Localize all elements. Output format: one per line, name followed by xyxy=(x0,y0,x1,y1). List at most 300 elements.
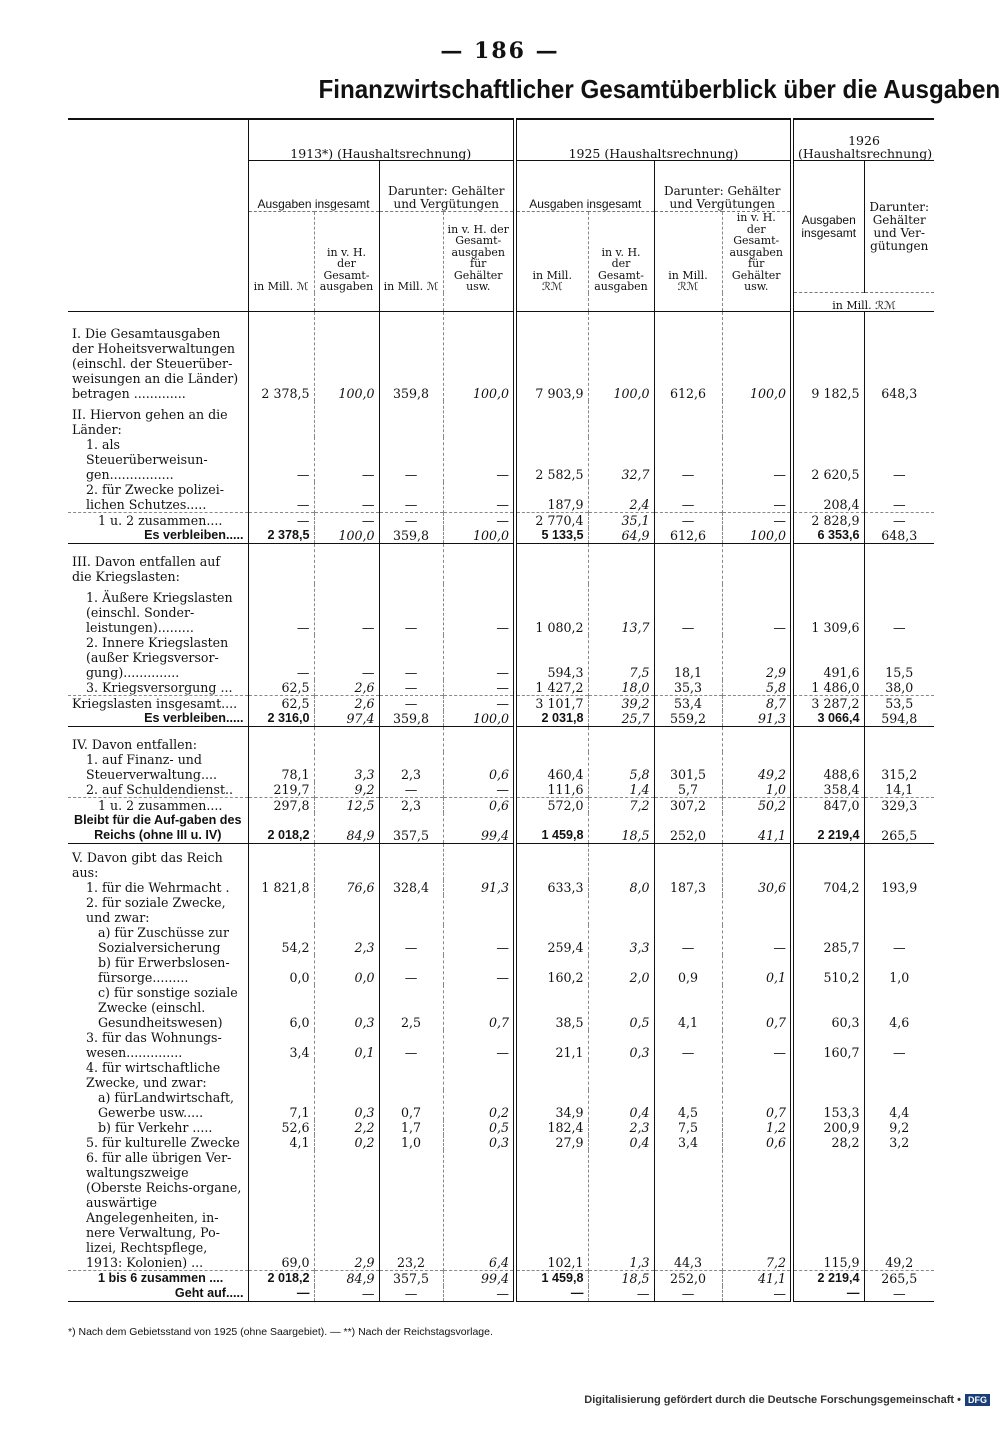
cell-col-8: 2,9 xyxy=(722,635,792,680)
cell-col-6: 64,9 xyxy=(588,528,654,544)
row-label: 4. für wirtschaftliche Zwecke, und zwar: xyxy=(86,1060,221,1090)
cell-col-7: — xyxy=(654,437,722,482)
cell-col-10: 53,5 xyxy=(864,696,934,712)
cell-col-6: 13,7 xyxy=(588,584,654,635)
table-row xyxy=(68,544,934,585)
cell-col-7 xyxy=(654,844,722,881)
cell-col-3: 0,7 xyxy=(379,1090,443,1120)
cell-col-5 xyxy=(515,895,588,925)
cell-col-4 xyxy=(443,544,515,585)
cell-col-4 xyxy=(443,844,515,881)
cell-col-3 xyxy=(379,727,443,753)
cell-col-2: — xyxy=(314,584,379,635)
cell-col-7: 5,7 xyxy=(654,782,722,798)
row-label: 2. für soziale Zwecke, und zwar: xyxy=(86,895,226,925)
table-row xyxy=(68,1150,934,1271)
cell-col-1 xyxy=(248,844,314,881)
cell-col-7: — xyxy=(654,925,722,955)
cell-col-9: 2 620,5 xyxy=(792,437,864,482)
row-label: b) für Erwerbslosen-fürsorge......... xyxy=(98,955,230,985)
cell-col-3: 2,3 xyxy=(379,798,443,814)
cell-col-2: — xyxy=(314,635,379,680)
cell-col-7: 18,1 xyxy=(654,635,722,680)
cell-col-6: 7,2 xyxy=(588,798,654,814)
cell-col-7: — xyxy=(654,482,722,513)
row-label: II. Hiervon gehen an die Länder: xyxy=(72,407,228,437)
cell-col-10: 648,3 xyxy=(864,528,934,544)
table-row xyxy=(68,1090,934,1120)
cell-col-9: 358,4 xyxy=(792,782,864,798)
table-row xyxy=(68,312,934,402)
cell-col-7 xyxy=(654,401,722,437)
cell-col-5 xyxy=(515,727,588,753)
cell-col-3: 357,5 xyxy=(379,813,443,844)
cell-col-5 xyxy=(515,544,588,585)
header-1926-darunter: Darunter: Gehälter und Ver-gütungen xyxy=(864,161,934,293)
cell-col-10 xyxy=(864,401,934,437)
cell-col-9: 2 219,4 xyxy=(792,1271,864,1287)
cell-col-5: 21,1 xyxy=(515,1030,588,1060)
cell-col-10 xyxy=(864,895,934,925)
table-row xyxy=(68,680,934,696)
dfg-logo: DFG xyxy=(965,1394,990,1406)
cell-col-7: — xyxy=(654,1030,722,1060)
cell-col-8 xyxy=(722,727,792,753)
cell-col-7: — xyxy=(654,584,722,635)
cell-col-5: 1 459,8 xyxy=(515,813,588,844)
cell-col-10: 38,0 xyxy=(864,680,934,696)
cell-col-8: 100,0 xyxy=(722,528,792,544)
row-label: Es verbleiben..... xyxy=(68,711,248,727)
header-1926-ausgaben: Ausgaben insgesamt xyxy=(792,161,864,293)
unit-1925-geh-mill: in Mill. ℛℳ xyxy=(654,212,722,293)
table-row xyxy=(68,955,934,985)
cell-col-7: 4,5 xyxy=(654,1090,722,1120)
cell-col-7: 612,6 xyxy=(654,528,722,544)
cell-col-4: 100,0 xyxy=(443,528,515,544)
cell-col-2 xyxy=(314,1060,379,1090)
cell-col-10 xyxy=(864,1060,934,1090)
cell-col-1 xyxy=(248,727,314,753)
unit-1925-mill: in Mill. ℛℳ xyxy=(515,212,588,293)
cell-col-7: 307,2 xyxy=(654,798,722,814)
cell-col-6: 18,0 xyxy=(588,680,654,696)
expenditure-table xyxy=(68,118,934,1302)
cell-col-8: 0,7 xyxy=(722,1090,792,1120)
cell-col-5: — xyxy=(515,1286,588,1302)
cell-col-6: 32,7 xyxy=(588,437,654,482)
row-label: 1 u. 2 zusammen.... xyxy=(68,798,248,814)
cell-col-5 xyxy=(515,1060,588,1090)
cell-col-9: 491,6 xyxy=(792,635,864,680)
cell-col-9: 28,2 xyxy=(792,1135,864,1150)
cell-col-3: 2,5 xyxy=(379,985,443,1030)
header-1925: 1925 (Haushaltsrechnung) xyxy=(515,119,792,161)
cell-col-8: 41,1 xyxy=(722,813,792,844)
table-row xyxy=(68,696,934,712)
cell-col-9: 510,2 xyxy=(792,955,864,985)
cell-col-3: — xyxy=(379,955,443,985)
cell-col-4: 0,2 xyxy=(443,1090,515,1120)
cell-col-3: 359,8 xyxy=(379,312,443,402)
cell-col-2: — xyxy=(314,1286,379,1302)
cell-col-4 xyxy=(443,727,515,753)
unit-1925-geh-vh: in v. H. der Gesamt-ausgaben für Gehälter usw. xyxy=(722,212,792,293)
cell-col-8: — xyxy=(722,1030,792,1060)
cell-col-10: 265,5 xyxy=(864,813,934,844)
cell-col-3: — xyxy=(379,635,443,680)
cell-col-6: 8,0 xyxy=(588,880,654,895)
cell-col-8: 0,6 xyxy=(722,1135,792,1150)
cell-col-1: 2 018,2 xyxy=(248,813,314,844)
label-column-header xyxy=(68,119,248,293)
cell-col-3: 23,2 xyxy=(379,1150,443,1271)
cell-col-9: 208,4 xyxy=(792,482,864,513)
cell-col-10: 265,5 xyxy=(864,1271,934,1287)
cell-col-7: 44,3 xyxy=(654,1150,722,1271)
cell-col-3: — xyxy=(379,925,443,955)
row-label: c) für sonstige soziale Zwecke (einschl. Gesundheitswesen) xyxy=(98,985,238,1030)
page-number: — 186 — xyxy=(440,38,560,64)
row-label: 3. Kriegsversorgung ... xyxy=(86,680,233,695)
cell-col-6 xyxy=(588,895,654,925)
table-row xyxy=(68,895,934,925)
cell-col-8 xyxy=(722,895,792,925)
cell-col-2 xyxy=(314,727,379,753)
cell-col-10: 315,2 xyxy=(864,752,934,782)
cell-col-3: 2,3 xyxy=(379,752,443,782)
row-label: 1. als Steuerüberweisun-gen................ xyxy=(86,437,208,482)
cell-col-7: 612,6 xyxy=(654,312,722,402)
cell-col-8: 41,1 xyxy=(722,1271,792,1287)
cell-col-5: 27,9 xyxy=(515,1135,588,1150)
cell-col-7: — xyxy=(654,513,722,529)
row-label: Bleibt für die Auf-gaben des Reichs (ohne III u. IV) xyxy=(68,813,248,844)
unit-1913-geh-vh: in v. H. der Gesamt-ausgaben für Gehälter usw. xyxy=(443,212,515,293)
cell-col-2: 2,3 xyxy=(314,925,379,955)
cell-col-10 xyxy=(864,544,934,585)
row-label: III. Davon entfallen auf die Kriegslasten: xyxy=(72,554,221,584)
cell-col-4: 0,6 xyxy=(443,752,515,782)
table-row xyxy=(68,880,934,895)
cell-col-4: — xyxy=(443,680,515,696)
row-label: 1. auf Finanz- und Steuerverwaltung.... xyxy=(86,752,217,782)
cell-col-6 xyxy=(588,401,654,437)
cell-col-1: 219,7 xyxy=(248,782,314,798)
cell-col-3: 1,0 xyxy=(379,1135,443,1150)
cell-col-6: 1,4 xyxy=(588,782,654,798)
table-row xyxy=(68,727,934,753)
cell-col-6: 39,2 xyxy=(588,696,654,712)
table-row xyxy=(68,482,934,513)
cell-col-4: 6,4 xyxy=(443,1150,515,1271)
cell-col-1: 4,1 xyxy=(248,1135,314,1150)
cell-col-2 xyxy=(314,844,379,881)
cell-col-6 xyxy=(588,1060,654,1090)
table-row xyxy=(68,1135,934,1150)
cell-col-3: — xyxy=(379,513,443,529)
header-1913: 1913*) (Haushaltsrechnung) xyxy=(248,119,515,161)
cell-col-3: 357,5 xyxy=(379,1271,443,1287)
cell-col-4 xyxy=(443,895,515,925)
cell-col-5: 259,4 xyxy=(515,925,588,955)
table-row xyxy=(68,985,934,1030)
cell-col-2: 97,4 xyxy=(314,711,379,727)
table-row xyxy=(68,1120,934,1135)
cell-col-9 xyxy=(792,544,864,585)
cell-col-1: 7,1 xyxy=(248,1090,314,1120)
cell-col-9 xyxy=(792,401,864,437)
cell-col-8: 30,6 xyxy=(722,880,792,895)
table-row xyxy=(68,782,934,798)
row-label: 1. Äußere Kriegslasten (einschl. Sonder-leistungen)......... xyxy=(86,590,233,635)
cell-col-3 xyxy=(379,1060,443,1090)
table-row xyxy=(68,401,934,437)
cell-col-7: 187,3 xyxy=(654,880,722,895)
cell-col-1: 1 821,8 xyxy=(248,880,314,895)
cell-col-2: 2,2 xyxy=(314,1120,379,1135)
cell-col-2: 100,0 xyxy=(314,528,379,544)
cell-col-5: 2 031,8 xyxy=(515,711,588,727)
cell-col-3: 1,7 xyxy=(379,1120,443,1135)
cell-col-6: 0,4 xyxy=(588,1135,654,1150)
cell-col-4: — xyxy=(443,482,515,513)
cell-col-10: 1,0 xyxy=(864,955,934,985)
cell-col-2: 3,3 xyxy=(314,752,379,782)
cell-col-4: — xyxy=(443,437,515,482)
cell-col-5: 187,9 xyxy=(515,482,588,513)
cell-col-7: 0,9 xyxy=(654,955,722,985)
cell-col-2: 76,6 xyxy=(314,880,379,895)
cell-col-8 xyxy=(722,1060,792,1090)
cell-col-1 xyxy=(248,895,314,925)
cell-col-9: 2 219,4 xyxy=(792,813,864,844)
cell-col-5: 1 427,2 xyxy=(515,680,588,696)
unit-1913-geh-mill: in Mill. ℳ xyxy=(379,212,443,293)
cell-col-6: 18,5 xyxy=(588,1271,654,1287)
cell-col-10: 329,3 xyxy=(864,798,934,814)
cell-col-5: 182,4 xyxy=(515,1120,588,1135)
header-1913-darunter: Darunter: Gehälter und Vergütungen xyxy=(379,161,515,212)
cell-col-2: 2,9 xyxy=(314,1150,379,1271)
cell-col-7 xyxy=(654,544,722,585)
table-body xyxy=(68,312,934,1302)
cell-col-9: 3 066,4 xyxy=(792,711,864,727)
cell-col-2: — xyxy=(314,513,379,529)
row-label: 2. auf Schuldendienst.. xyxy=(86,782,234,797)
cell-col-2: 0,3 xyxy=(314,985,379,1030)
cell-col-4: — xyxy=(443,1030,515,1060)
cell-col-4: — xyxy=(443,925,515,955)
cell-col-6: 35,1 xyxy=(588,513,654,529)
cell-col-1: — xyxy=(248,513,314,529)
cell-col-3 xyxy=(379,544,443,585)
cell-col-6: — xyxy=(588,1286,654,1302)
cell-col-7: 301,5 xyxy=(654,752,722,782)
cell-col-5: 34,9 xyxy=(515,1090,588,1120)
cell-col-5: 3 101,7 xyxy=(515,696,588,712)
cell-col-4: 0,6 xyxy=(443,798,515,814)
cell-col-4: 100,0 xyxy=(443,711,515,727)
cell-col-5: 460,4 xyxy=(515,752,588,782)
cell-col-10: — xyxy=(864,513,934,529)
page-title: Finanzwirtschaftlicher Gesamtüberblick über die Ausgaben xyxy=(318,74,1000,104)
row-label: Kriegslasten insgesamt.... xyxy=(68,696,248,712)
cell-col-4: — xyxy=(443,955,515,985)
cell-col-8: 49,2 xyxy=(722,752,792,782)
table-row xyxy=(68,813,934,844)
cell-col-8: — xyxy=(722,482,792,513)
cell-col-4: — xyxy=(443,782,515,798)
cell-col-5: 572,0 xyxy=(515,798,588,814)
cell-col-6: 0,4 xyxy=(588,1090,654,1120)
cell-col-7: 252,0 xyxy=(654,813,722,844)
cell-col-10: 15,5 xyxy=(864,635,934,680)
cell-col-8: 8,7 xyxy=(722,696,792,712)
cell-col-1: — xyxy=(248,1286,314,1302)
cell-col-5: 2 770,4 xyxy=(515,513,588,529)
cell-col-9: 153,3 xyxy=(792,1090,864,1120)
cell-col-2: 84,9 xyxy=(314,1271,379,1287)
row-label: IV. Davon entfallen: xyxy=(72,737,197,752)
cell-col-6: 2,0 xyxy=(588,955,654,985)
cell-col-9: 3 287,2 xyxy=(792,696,864,712)
row-label: 6. für alle übrigen Ver-waltungszweige (Oberste Reichs-organe, auswärtige Angelegenheiten, in-nere Verwaltung, Po-lizei, Rechtspflege, 1913: Kolonien) ... xyxy=(86,1150,242,1270)
cell-col-1: — xyxy=(248,482,314,513)
cell-col-4: 0,5 xyxy=(443,1120,515,1135)
cell-col-9: 115,9 xyxy=(792,1150,864,1271)
cell-col-2: 2,6 xyxy=(314,680,379,696)
cell-col-5: 111,6 xyxy=(515,782,588,798)
cell-col-10: 594,8 xyxy=(864,711,934,727)
row-label: 5. für kulturelle Zwecke xyxy=(86,1135,240,1150)
cell-col-10 xyxy=(864,844,934,881)
cell-col-5: 1 459,8 xyxy=(515,1271,588,1287)
cell-col-1: 62,5 xyxy=(248,696,314,712)
cell-col-6: 1,3 xyxy=(588,1150,654,1271)
cell-col-8: 0,1 xyxy=(722,955,792,985)
cell-col-6 xyxy=(588,844,654,881)
cell-col-9 xyxy=(792,844,864,881)
cell-col-8: — xyxy=(722,1286,792,1302)
cell-col-10: 4,4 xyxy=(864,1090,934,1120)
cell-col-3: — xyxy=(379,437,443,482)
cell-col-4: 0,3 xyxy=(443,1135,515,1150)
cell-col-2: 0,1 xyxy=(314,1030,379,1060)
table-row xyxy=(68,584,934,635)
cell-col-10: — xyxy=(864,584,934,635)
cell-col-9: — xyxy=(792,1286,864,1302)
cell-col-6: 0,5 xyxy=(588,985,654,1030)
cell-col-4 xyxy=(443,401,515,437)
cell-col-8 xyxy=(722,401,792,437)
cell-col-8: — xyxy=(722,437,792,482)
cell-col-9: 285,7 xyxy=(792,925,864,955)
cell-col-9: 9 182,5 xyxy=(792,312,864,402)
table-row xyxy=(68,925,934,955)
cell-col-10: — xyxy=(864,925,934,955)
cell-col-8: 50,2 xyxy=(722,798,792,814)
cell-col-3: 359,8 xyxy=(379,711,443,727)
cell-col-2: 12,5 xyxy=(314,798,379,814)
cell-col-10: — xyxy=(864,482,934,513)
cell-col-4: — xyxy=(443,635,515,680)
cell-col-8: 5,8 xyxy=(722,680,792,696)
cell-col-4: 99,4 xyxy=(443,1271,515,1287)
cell-col-5 xyxy=(515,844,588,881)
cell-col-1: 2 316,0 xyxy=(248,711,314,727)
row-label: 2. für Zwecke polizei-lichen Schutzes..... xyxy=(86,482,225,512)
cell-col-9: 2 828,9 xyxy=(792,513,864,529)
cell-col-6: 100,0 xyxy=(588,312,654,402)
cell-col-9: 160,7 xyxy=(792,1030,864,1060)
table-row xyxy=(68,798,934,814)
cell-col-2: 100,0 xyxy=(314,312,379,402)
cell-col-6 xyxy=(588,544,654,585)
cell-col-9: 200,9 xyxy=(792,1120,864,1135)
cell-col-2: 0,3 xyxy=(314,1090,379,1120)
cell-col-1: 0,0 xyxy=(248,955,314,985)
cell-col-6: 3,3 xyxy=(588,925,654,955)
cell-col-3: 328,4 xyxy=(379,880,443,895)
table-row xyxy=(68,437,934,482)
cell-col-2 xyxy=(314,895,379,925)
cell-col-1: 3,4 xyxy=(248,1030,314,1060)
cell-col-3: — xyxy=(379,696,443,712)
table-row xyxy=(68,1030,934,1060)
cell-col-10: 648,3 xyxy=(864,312,934,402)
cell-col-3 xyxy=(379,401,443,437)
cell-col-2: 0,0 xyxy=(314,955,379,985)
cell-col-3 xyxy=(379,844,443,881)
cell-col-4: — xyxy=(443,584,515,635)
cell-col-10: — xyxy=(864,1030,934,1060)
cell-col-5: 5 133,5 xyxy=(515,528,588,544)
cell-col-5: 594,3 xyxy=(515,635,588,680)
cell-col-1 xyxy=(248,401,314,437)
cell-col-4: 0,7 xyxy=(443,985,515,1030)
cell-col-10: 4,6 xyxy=(864,985,934,1030)
row-label: a) fürLandwirtschaft, Gewerbe usw..... xyxy=(98,1090,235,1120)
unit-1926-mill: in Mill. ℛℳ xyxy=(792,293,934,312)
cell-col-10: 49,2 xyxy=(864,1150,934,1271)
header-1925-darunter: Darunter: Gehälter und Vergütungen xyxy=(654,161,792,212)
cell-col-1: 54,2 xyxy=(248,925,314,955)
cell-col-6: 18,5 xyxy=(588,813,654,844)
cell-col-2: 0,2 xyxy=(314,1135,379,1150)
cell-col-6: 0,3 xyxy=(588,1030,654,1060)
cell-col-6 xyxy=(588,727,654,753)
cell-col-2 xyxy=(314,544,379,585)
cell-col-1: 78,1 xyxy=(248,752,314,782)
cell-col-8: 100,0 xyxy=(722,312,792,402)
cell-col-7: — xyxy=(654,1286,722,1302)
cell-col-3: — xyxy=(379,1030,443,1060)
cell-col-7: 559,2 xyxy=(654,711,722,727)
cell-col-2: 84,9 xyxy=(314,813,379,844)
cell-col-3: — xyxy=(379,482,443,513)
cell-col-1: 297,8 xyxy=(248,798,314,814)
cell-col-6: 25,7 xyxy=(588,711,654,727)
cell-col-2 xyxy=(314,401,379,437)
cell-col-9: 60,3 xyxy=(792,985,864,1030)
table-row xyxy=(68,528,934,544)
cell-col-8: 0,7 xyxy=(722,985,792,1030)
cell-col-9: 1 309,6 xyxy=(792,584,864,635)
cell-col-9: 1 486,0 xyxy=(792,680,864,696)
row-label: a) für Zuschüsse zur Sozialversicherung xyxy=(98,925,229,955)
row-label: 1 bis 6 zusammen .... xyxy=(68,1271,248,1287)
